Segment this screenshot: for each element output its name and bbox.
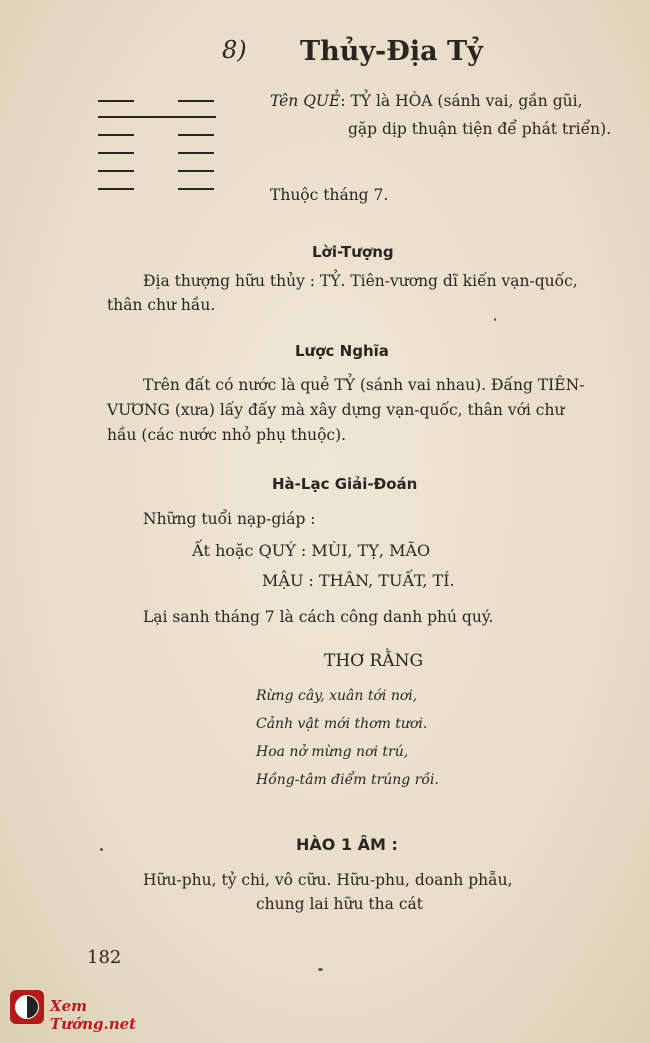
hexagram-line-1-right: [178, 188, 214, 190]
hexagram-line-1-left: [98, 188, 134, 190]
hexagram-line-4-left: [98, 134, 134, 136]
paragraph-line: Ất hoặc QUÝ : MÙI, TỴ, MÃO: [192, 541, 431, 560]
hexagram-line-2-left: [98, 170, 134, 172]
paragraph-line: Địa thượng hữu thủy : TỶ. Tiên-vương dĩ kiến vạn-quốc,: [143, 272, 578, 290]
hexagram-name-text: : TỶ là HÒA (sánh vai, gần gũi,: [340, 92, 583, 110]
paragraph-line: Hữu-phu, tỷ chi, vô cữu. Hữu-phu, doanh phẫu,: [143, 871, 513, 889]
hexagram-line-5: [98, 116, 216, 118]
section-heading-ha-lac: Hà-Lạc Giải-Đoán: [272, 475, 418, 493]
speck: [494, 318, 496, 321]
paragraph-line: Những tuổi nạp-giáp :: [143, 510, 316, 528]
paragraph-line: MẬU : THÂN, TUẤT, TÍ.: [262, 571, 455, 590]
watermark-text: Xem Tướng.net: [50, 997, 137, 1033]
chapter-number: 8): [222, 36, 247, 64]
paragraph-line: VƯƠNG (xưa) lấy đấy mà xây dựng vạn-quốc, thân với chư: [107, 401, 565, 419]
hexagram-name-line: [270, 92, 583, 110]
speck: [318, 968, 323, 971]
poem-verse: Cảnh vật mới thơm tươi.: [256, 716, 428, 732]
hexagram-line-3-left: [98, 152, 134, 154]
hexagram-line-top-right: [178, 100, 214, 102]
page-title: Thủy-Địa Tỷ: [300, 36, 483, 67]
paragraph-line: Lại sanh tháng 7 là cách công danh phú quý.: [143, 608, 494, 626]
paragraph-line: hầu (các nước nhỏ phụ thuộc).: [107, 426, 347, 444]
page-number: 182: [87, 947, 122, 968]
speck: [100, 848, 103, 851]
poem-verse: Hồng-tâm điểm trúng rồi.: [256, 772, 439, 788]
section-heading-tho-rang: THƠ RẰNG: [324, 651, 424, 671]
section-heading-loi-tuong: Lời-Tượng: [312, 243, 394, 261]
paragraph-line: Trên đất có nước là quẻ TỶ (sánh vai nhau). Đấng TIÊN-: [143, 376, 585, 394]
hexagram-line-4-right: [178, 134, 214, 136]
poem-verse: Rừng cây, xuân tới nơi,: [256, 688, 418, 704]
site-watermark: [10, 988, 170, 1033]
hexagram-symbol: [98, 96, 216, 196]
hexagram-line-3-right: [178, 152, 214, 154]
yin-yang-icon: [10, 990, 44, 1024]
poem-verse: Hoa nở mừng nơi trú,: [256, 744, 409, 760]
hexagram-name-line-2: gặp dịp thuận tiện để phát triển).: [348, 120, 612, 138]
month-text: Thuộc tháng 7.: [270, 186, 389, 204]
hexagram-line-top-left: [98, 100, 134, 102]
section-heading-luoc-nghia: Lược Nghĩa: [295, 342, 389, 360]
paragraph-line: chung lai hữu tha cát: [256, 895, 423, 913]
hexagram-line-2-right: [178, 170, 214, 172]
section-heading-hao-1: HÀO 1 ÂM :: [296, 835, 398, 854]
paragraph-line: thân chư hầu.: [107, 296, 216, 314]
hexagram-name-label: Tên QUẺ: [270, 92, 341, 110]
